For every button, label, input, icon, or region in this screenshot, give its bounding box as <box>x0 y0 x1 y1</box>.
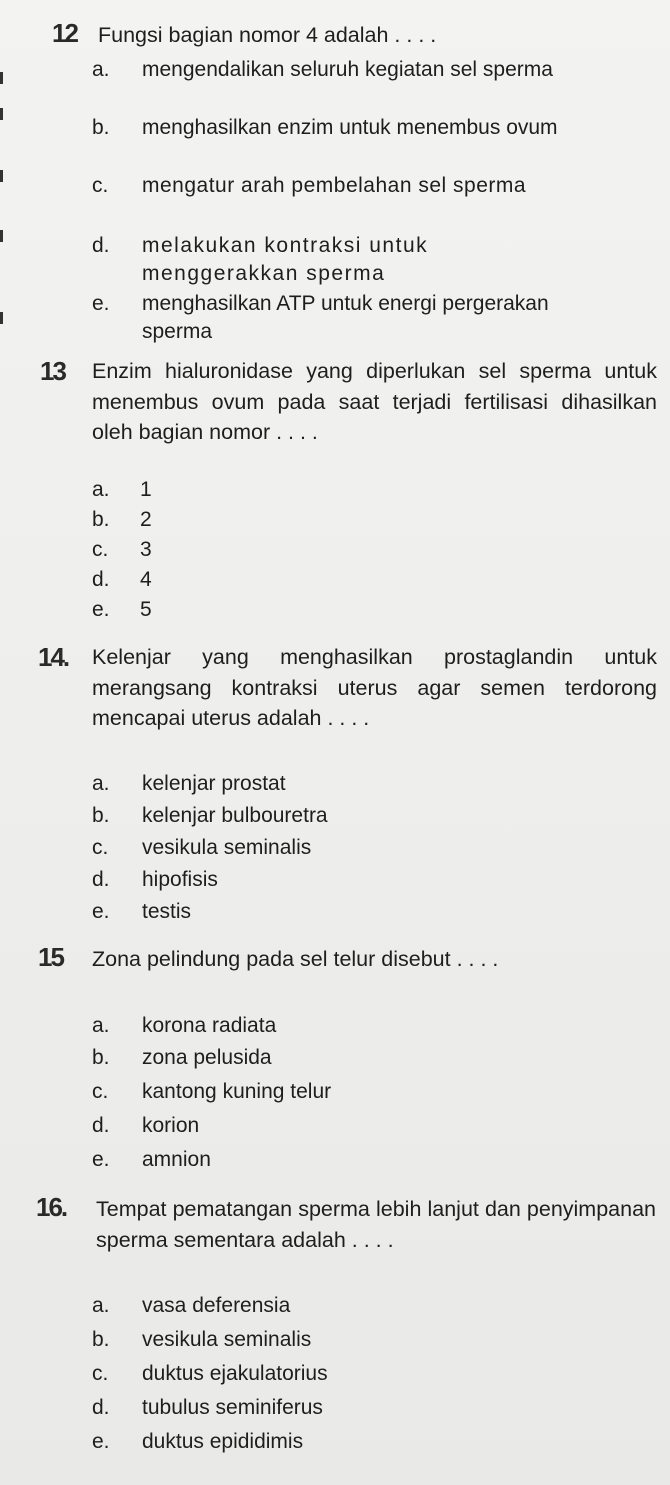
option-text: mengendalikan seluruh kegiatan sel sperma <box>142 58 553 81</box>
option-text: menghasilkan enzim untuk menembus ovum <box>142 116 558 139</box>
option-b <box>92 802 642 830</box>
option-letter: d. <box>92 234 110 257</box>
option-text: tubulus seminiferus <box>142 1396 323 1419</box>
option-c <box>92 834 642 862</box>
edge-mark <box>0 312 3 324</box>
option-text: kelenjar bulbouretra <box>142 804 328 827</box>
option-e <box>92 1428 642 1456</box>
option-letter: c. <box>92 836 109 859</box>
edge-mark <box>0 170 3 182</box>
option-text: 2 <box>140 508 152 531</box>
option-text: 3 <box>140 538 152 561</box>
option-d <box>92 1112 642 1140</box>
option-letter: e. <box>92 598 110 621</box>
option-text: testis <box>142 900 192 923</box>
question-text: Zona pelindung pada sel telur disebut . . . . <box>92 947 499 971</box>
option-letter: a. <box>92 772 110 795</box>
question-text: Enzim hialuronidase yang diperlukan sel sperma untuk menembus ovum pada saat terjadi fertilisasi dihasilkan oleh bagian nomor . . . . <box>92 359 657 444</box>
option-text: korona radiata <box>142 1014 277 1037</box>
option-text: amnion <box>142 1148 211 1171</box>
option-letter: e. <box>92 1430 110 1453</box>
edge-mark <box>0 108 3 120</box>
option-text: hipofisis <box>142 868 218 891</box>
edge-mark <box>0 72 3 84</box>
option-text: vasa deferensia <box>142 1294 291 1317</box>
option-text: 4 <box>140 568 152 591</box>
option-e <box>92 596 640 624</box>
option-text: menghasilkan ATP untuk energi pergerakan sperma <box>142 292 549 343</box>
option-letter: a. <box>92 1014 110 1037</box>
option-letter: e. <box>92 292 110 315</box>
question-number: 15 <box>38 942 63 972</box>
option-letter: b. <box>92 1046 110 1069</box>
option-a <box>92 1012 642 1040</box>
edge-mark <box>0 230 3 242</box>
option-letter: c. <box>92 1362 109 1385</box>
option-letter: d. <box>92 868 110 891</box>
option-b <box>92 1044 642 1072</box>
option-letter: e. <box>92 1148 110 1171</box>
option-a <box>92 1292 642 1320</box>
option-letter: c. <box>92 174 109 197</box>
option-letter: d. <box>92 568 110 591</box>
option-letter: a. <box>92 58 110 81</box>
option-e <box>92 290 592 346</box>
option-text: vesikula seminalis <box>142 1328 312 1351</box>
option-d <box>92 1394 642 1422</box>
option-b <box>92 114 572 142</box>
option-text: duktus epididimis <box>142 1430 304 1453</box>
question-text: Tempat pematangan sperma lebih lanjut dan penyimpanan sperma sementara adalah . . . . <box>96 1197 656 1252</box>
option-letter: b. <box>92 1328 110 1351</box>
option-a <box>92 476 640 504</box>
option-d <box>92 566 640 594</box>
option-letter: e. <box>92 900 110 923</box>
option-d <box>92 866 642 894</box>
option-c <box>92 172 582 200</box>
question-number: 12 <box>52 18 77 48</box>
question-number: 16. <box>36 1192 67 1222</box>
option-text: zona pelusida <box>142 1046 272 1069</box>
option-a <box>92 770 642 798</box>
option-text: korion <box>142 1114 200 1137</box>
option-letter: d. <box>92 1114 110 1137</box>
question-text: Kelenjar yang menghasilkan prostaglandin untuk merangsang kontraksi uterus agar semen terdorong mencapai uterus adalah . . . . <box>92 645 657 730</box>
option-letter: b. <box>92 116 110 139</box>
option-letter: c. <box>92 1080 109 1103</box>
option-text: kantong kuning telur <box>142 1080 332 1103</box>
option-b <box>92 506 640 534</box>
option-c <box>92 1078 642 1106</box>
option-c <box>92 1360 642 1388</box>
option-a <box>92 56 572 84</box>
option-text: kelenjar prostat <box>142 772 286 795</box>
option-letter: d. <box>92 1396 110 1419</box>
option-e <box>92 1146 642 1174</box>
option-text: 1 <box>140 478 152 501</box>
option-text: melakukan kontraksi untuk menggerakkan sperma <box>142 234 429 285</box>
option-text: 5 <box>140 598 152 621</box>
option-c <box>92 536 640 564</box>
option-e <box>92 898 642 926</box>
option-text: duktus ejakulatorius <box>142 1362 328 1385</box>
option-letter: b. <box>92 804 110 827</box>
option-b <box>92 1326 642 1354</box>
option-letter: b. <box>92 508 110 531</box>
option-text: vesikula seminalis <box>142 836 312 859</box>
option-text: mengatur arah pembelahan sel sperma <box>142 174 527 197</box>
option-d <box>92 232 582 288</box>
question-text: Fungsi bagian nomor 4 adalah . . . . <box>98 23 437 47</box>
question-number: 13 <box>40 356 65 386</box>
option-letter: c. <box>92 538 109 561</box>
option-letter: a. <box>92 1294 110 1317</box>
question-number: 14. <box>38 642 69 672</box>
option-letter: a. <box>92 478 110 501</box>
